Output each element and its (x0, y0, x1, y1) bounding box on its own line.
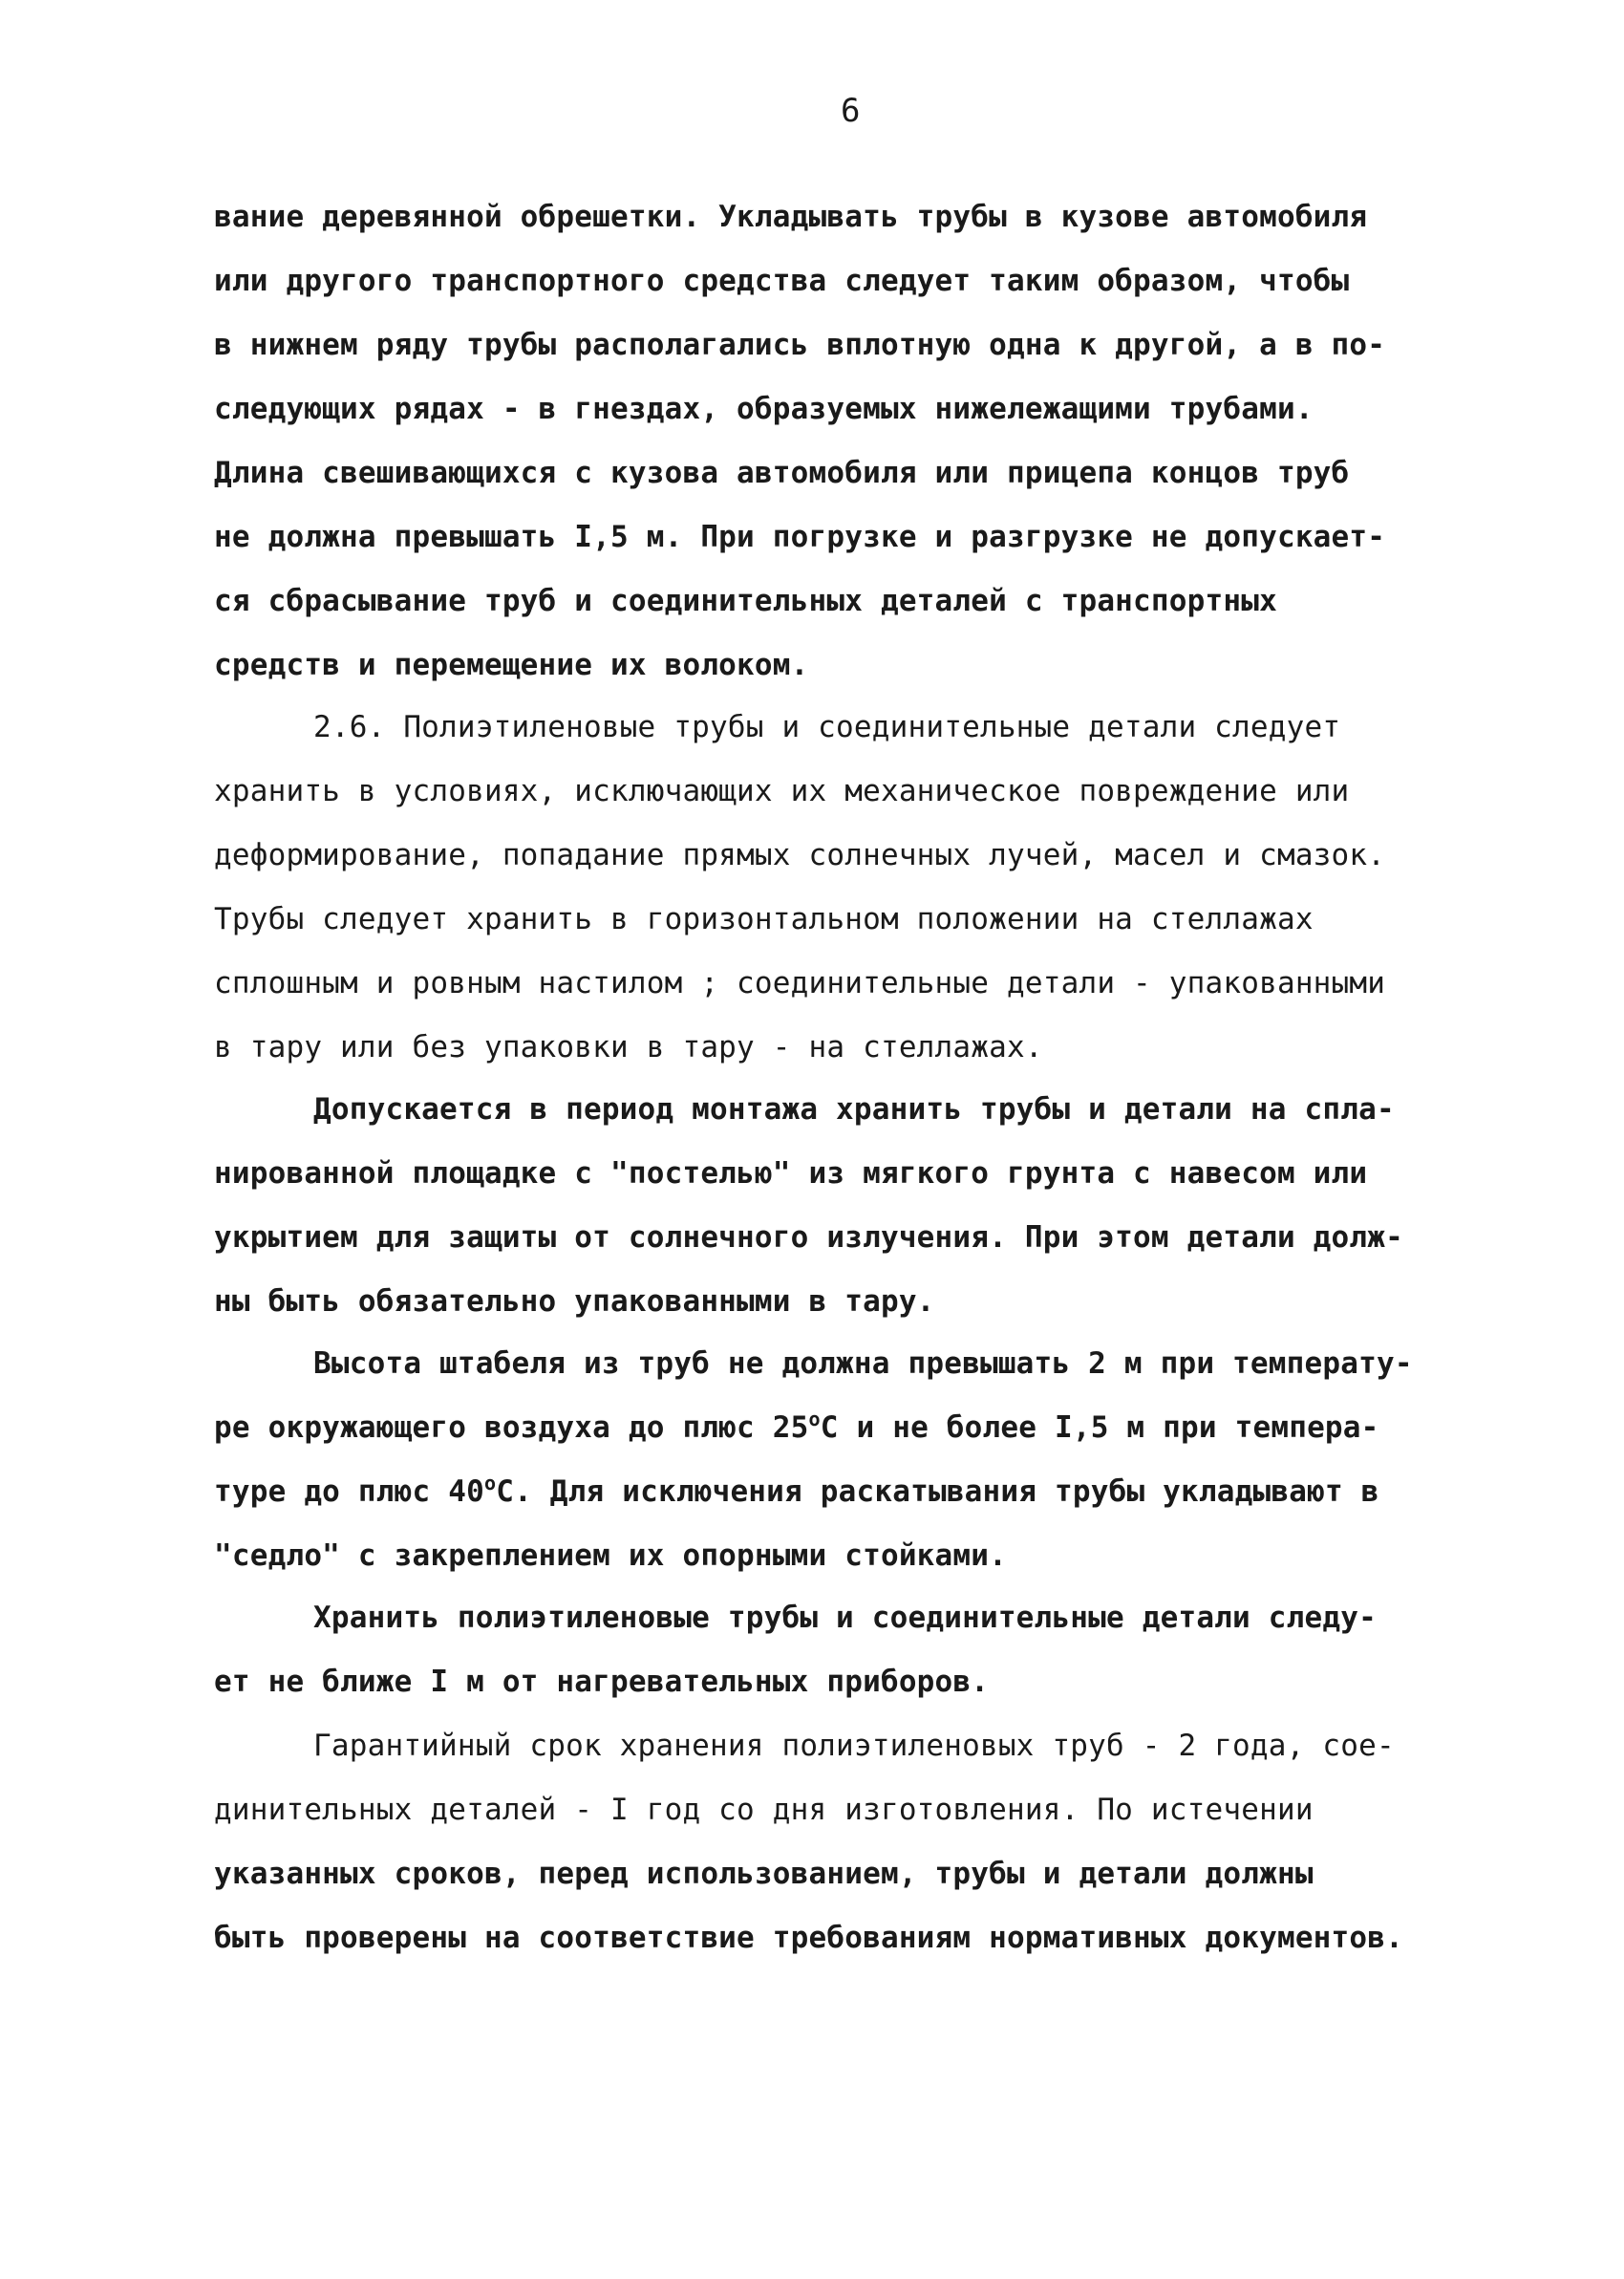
text-line: деформирование, попадание прямых солнечных лучей, масел и смазок. (214, 838, 1386, 872)
text-line: ся сбрасывание труб и соединительных деталей с транспортных (214, 584, 1277, 618)
text-line: Длина свешивающихся с кузова автомобиля или прицепа концов труб (214, 456, 1350, 490)
text-fragment: С. Для исключения раскатывания трубы укладывают в (496, 1474, 1379, 1509)
text-line: хранить в условиях, исключающих их механическое повреждение или (214, 774, 1350, 808)
text-fragment: туре до плюс 40 (214, 1474, 484, 1509)
paragraph-5 (214, 1586, 1494, 1714)
text-line (214, 1396, 1494, 1460)
text-line: Хранить полиэтиленовые трубы и соединительные детали следу- (313, 1601, 1377, 1635)
text-line: или другого транспортного средства следует таким образом, чтобы (214, 264, 1350, 298)
text-line: следующих рядах - в гнездах, образуемых нижележащими трубами. (214, 392, 1314, 426)
paragraph-4 (214, 1332, 1494, 1588)
paragraph-6 (214, 1714, 1494, 1970)
text-line: "седло" с закреплением их опорными стойками. (214, 1538, 1007, 1573)
text-line: указанных сроков, перед использованием, трубы и детали должны (214, 1857, 1314, 1891)
page-number: 6 (841, 92, 861, 130)
text-fragment: ре окружающего воздуха до плюс 25 (214, 1410, 809, 1445)
text-line: ет не ближе I м от нагревательных приборов. (214, 1665, 990, 1699)
text-line: Высота штабеля из труб не должна превышать 2 м при температу- (313, 1346, 1413, 1381)
degree-superscript: о (483, 1472, 497, 1494)
text-line: в нижнем ряду трубы располагались вплотную одна к другой, а в по- (214, 328, 1386, 362)
text-line: Допускается в период монтажа хранить трубы и детали на спла- (313, 1092, 1395, 1127)
text-line: вание деревянной обрешетки. Укладывать трубы в кузове автомобиля (214, 200, 1368, 234)
paragraph-1 (214, 185, 1494, 698)
text-line: не должна превышать I,5 м. При погрузке и разгрузке не допускает- (214, 520, 1386, 554)
text-line: 2.6. Полиэтиленовые трубы и соединительные детали следует (313, 710, 1341, 744)
paragraph-3 (214, 1078, 1494, 1334)
text-line: ны быть обязательно упакованными в тару. (214, 1284, 935, 1319)
paragraph-2 (214, 696, 1494, 1080)
text-line: нированной площадке с "постелью" из мягкого грунта с навесом или (214, 1156, 1368, 1191)
text-line: Гарантийный срок хранения полиэтиленовых труб - 2 года, сое- (313, 1729, 1395, 1763)
text-line: быть проверены на соответствие требованиям нормативных документов. (214, 1921, 1403, 1955)
degree-superscript: о (808, 1408, 821, 1430)
text-line: динительных деталей - I год со дня изготовления. По истечении (214, 1793, 1314, 1827)
text-fragment: С и не более I,5 м при темпера- (820, 1410, 1379, 1445)
text-line: Трубы следует хранить в горизонтальном положении на стеллажах (214, 902, 1314, 936)
text-line: сплошным и ровным настилом ; соединительные детали - упакованными (214, 966, 1386, 1000)
text-line (214, 1460, 1494, 1524)
text-line: укрытием для защиты от солнечного излучения. При этом детали долж- (214, 1220, 1403, 1255)
text-line: средств и перемещение их волоком. (214, 648, 809, 682)
text-line: в тару или без упаковки в тару - на стеллажах. (214, 1030, 1043, 1064)
